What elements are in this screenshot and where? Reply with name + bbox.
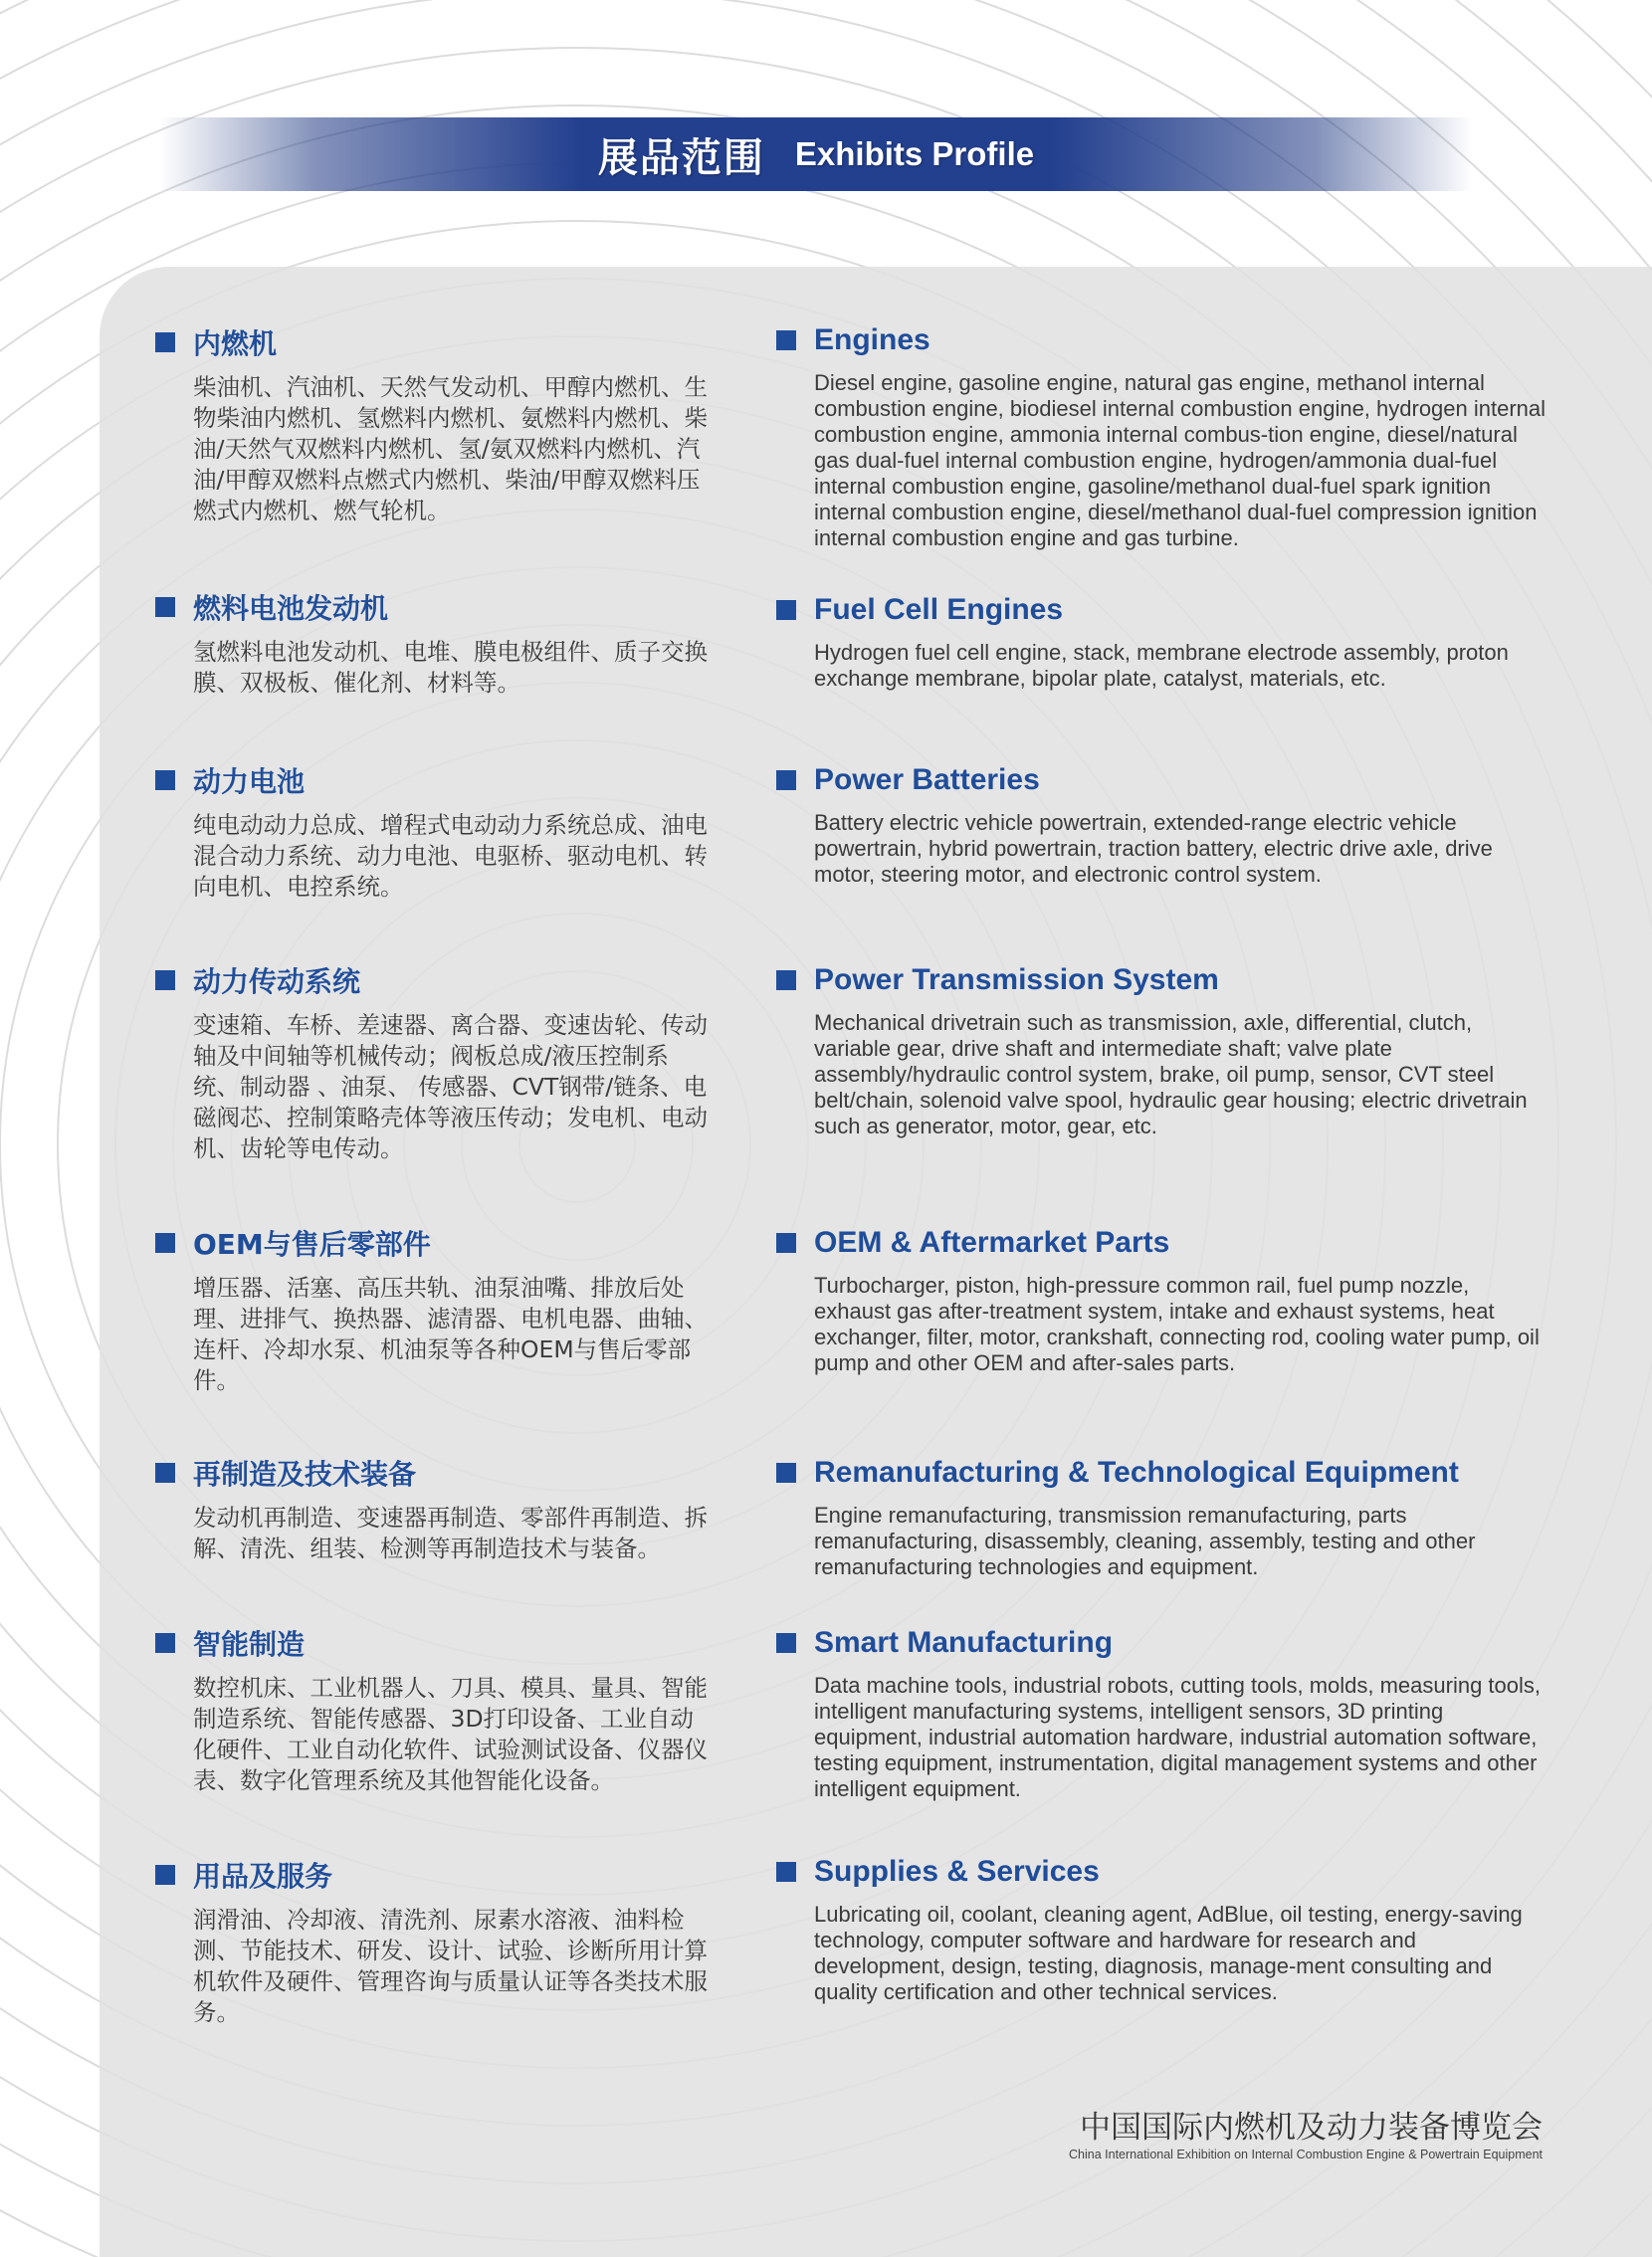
section-body: 增压器、活塞、高压共轨、油泵油嘴、排放后处理、进排气、换热器、滤清器、电机电器、曲轴、连杆、冷却水泵、机油泵等各种OEM与售后零部件。: [193, 1274, 708, 1394]
section-title: Supplies & Services: [814, 1855, 1100, 1888]
bullet-square-icon: [155, 332, 175, 352]
section-supplies-cn: [155, 1857, 711, 2028]
bullet-square-icon: [155, 1865, 175, 1885]
section-title: 内燃机: [193, 327, 278, 360]
section-supplies-en: [776, 1854, 1550, 2005]
section-title: OEM与售后零部件: [193, 1228, 431, 1261]
footer-exhibition-name-cn: 中国国际内燃机及动力装备博览会: [1080, 2110, 1543, 2146]
section-remanufacturing-cn: [155, 1455, 711, 1564]
section-body: Battery electric vehicle powertrain, extended-range electric vehicle powertrain, hybrid powertrain, traction battery, electric drive axle, drive motor, steering motor, and electronic control system.: [814, 810, 1493, 887]
section-remanufacturing-en: [776, 1455, 1550, 1580]
bullet-square-icon: [776, 1463, 796, 1483]
section-body: 数控机床、工业机器人、刀具、模具、量具、智能制造系统、智能传感器、3D打印设备、工业自动化硬件、工业自动化软件、试验测试设备、仪器仪表、数字化管理系统及其他智能化设备。: [193, 1674, 708, 1794]
section-body: 氢燃料电池发动机、电堆、膜电极组件、质子交换膜、双极板、催化剂、材料等。: [193, 638, 708, 697]
section-oem-en: [776, 1225, 1550, 1376]
section-title: 动力传动系统: [193, 965, 361, 998]
bullet-square-icon: [776, 1633, 796, 1653]
bullet-square-icon: [776, 1862, 796, 1882]
section-title: Engines: [814, 323, 930, 356]
section-engines-en: [776, 322, 1550, 551]
bullet-square-icon: [155, 770, 175, 790]
header-title-cn: 展品范围: [597, 134, 765, 181]
section-body: Engine remanufacturing, transmission remanufacturing, parts remanufacturing, disassembly, cleaning, assembly, testing and other remanufacturing technologies and equipment.: [814, 1503, 1476, 1579]
bullet-square-icon: [155, 1233, 175, 1253]
section-title: 动力电池: [193, 765, 306, 798]
section-title: Remanufacturing & Technological Equipment: [814, 1456, 1459, 1489]
section-smart-cn: [155, 1625, 711, 1796]
section-batteries-en: [776, 762, 1550, 888]
section-title: 智能制造: [193, 1628, 306, 1661]
section-title: 再制造及技术装备: [193, 1458, 417, 1491]
bullet-square-icon: [776, 770, 796, 790]
section-title: Power Batteries: [814, 763, 1040, 796]
section-body: Data machine tools, industrial robots, cutting tools, molds, measuring tools, intelligent manufacturing systems, intelligent sensors, 3D printing equipment, industrial automation hardware, industrial automation software, testing equipment, instrumentation, digital management systems and other intelligent equipment.: [814, 1673, 1542, 1801]
bullet-square-icon: [776, 330, 796, 350]
section-oem-cn: [155, 1225, 711, 1396]
bullet-square-icon: [776, 970, 796, 990]
section-transmission-cn: [155, 962, 711, 1164]
header-banner: [159, 117, 1473, 191]
section-body: Lubricating oil, coolant, cleaning agent, AdBlue, oil testing, energy-saving technology, computer software and hardware for research and development, design, testing, diagnosis, manage-ment consulting and quality certification and other technical services.: [814, 1902, 1523, 2004]
section-title: 燃料电池发动机: [193, 592, 389, 625]
bullet-square-icon: [776, 1233, 796, 1253]
footer-exhibition-name-en: China International Exhibition on Internal Combustion Engine & Powertrain Equipment: [1069, 2148, 1543, 2161]
section-body: 润滑油、冷却液、清洗剂、尿素水溶液、油料检测、节能技术、研发、设计、试验、诊断所用计算机软件及硬件、管理咨询与质量认证等各类技术服务。: [193, 1906, 708, 2026]
section-body: 柴油机、汽油机、天然气发动机、甲醇内燃机、生物柴油内燃机、氢燃料内燃机、氨燃料内燃机、柴油/天然气双燃料内燃机、氢/氨双燃料内燃机、汽油/甲醇双燃料点燃式内燃机、柴油/甲醇双燃料压燃式内燃机、燃气轮机。: [193, 373, 708, 524]
bullet-square-icon: [155, 597, 175, 617]
section-fuel-cell-cn: [155, 589, 711, 699]
section-batteries-cn: [155, 762, 711, 903]
section-body: 纯电动动力总成、增程式电动动力系统总成、油电混合动力系统、动力电池、电驱桥、驱动电机、转向电机、电控系统。: [193, 811, 708, 901]
section-body: Diesel engine, gasoline engine, natural gas engine, methanol internal combustion engine, biodiesel internal combustion engine, hydrogen internal combustion engine, ammonia internal combus-tion engine, diesel/natural gas dual-fuel internal combustion engine, hydrogen/ammonia dual-fuel internal combustion engine, gasoline/methanol dual-fuel spark ignition internal combustion engine, diesel/methanol dual-fuel compression ignition internal combustion engine and gas turbine.: [814, 370, 1547, 550]
bullet-square-icon: [155, 1463, 175, 1483]
section-title: Smart Manufacturing: [814, 1626, 1114, 1659]
header-title-en: Exhibits Profile: [794, 135, 1035, 172]
section-title: Power Transmission System: [814, 963, 1219, 996]
section-title: 用品及服务: [193, 1860, 333, 1893]
section-smart-en: [776, 1625, 1550, 1802]
section-transmission-en: [776, 962, 1550, 1139]
bullet-square-icon: [155, 970, 175, 990]
section-engines-cn: [155, 324, 711, 526]
section-body: Hydrogen fuel cell engine, stack, membrane electrode assembly, proton exchange membrane, bipolar plate, catalyst, materials, etc.: [814, 640, 1509, 691]
section-body: Turbocharger, piston, high-pressure common rail, fuel pump nozzle, exhaust gas after-treatment system, intake and exhaust systems, heat exchanger, filter, motor, crankshaft, connecting rod, cooling water pump, oil pump and other OEM and after-sales parts.: [814, 1273, 1540, 1375]
bullet-square-icon: [776, 600, 796, 620]
section-fuel-cell-en: [776, 592, 1550, 692]
section-title: Fuel Cell Engines: [814, 593, 1064, 626]
bullet-square-icon: [155, 1633, 175, 1653]
section-body: 变速箱、车桥、差速器、离合器、变速齿轮、传动轴及中间轴等机械传动；阀板总成/液压控制系统、制动器 、油泵、 传感器、CVT钢带/链条、电磁阀芯、控制策略壳体等液压传动；发电机、电动机、齿轮等电传动。: [193, 1011, 708, 1162]
section-title: OEM & Aftermarket Parts: [814, 1226, 1170, 1259]
section-body: Mechanical drivetrain such as transmission, axle, differential, clutch, variable gear, drive shaft and intermediate shaft; valve plate assembly/hydraulic control system, brake, oil pump, sensor, CVT steel belt/chain, solenoid valve spool, hydraulic gear housing; electric drivetrain such as generator, motor, gear, etc.: [814, 1010, 1528, 1138]
section-body: 发动机再制造、变速器再制造、零部件再制造、拆解、清洗、组装、检测等再制造技术与装备。: [193, 1504, 708, 1562]
